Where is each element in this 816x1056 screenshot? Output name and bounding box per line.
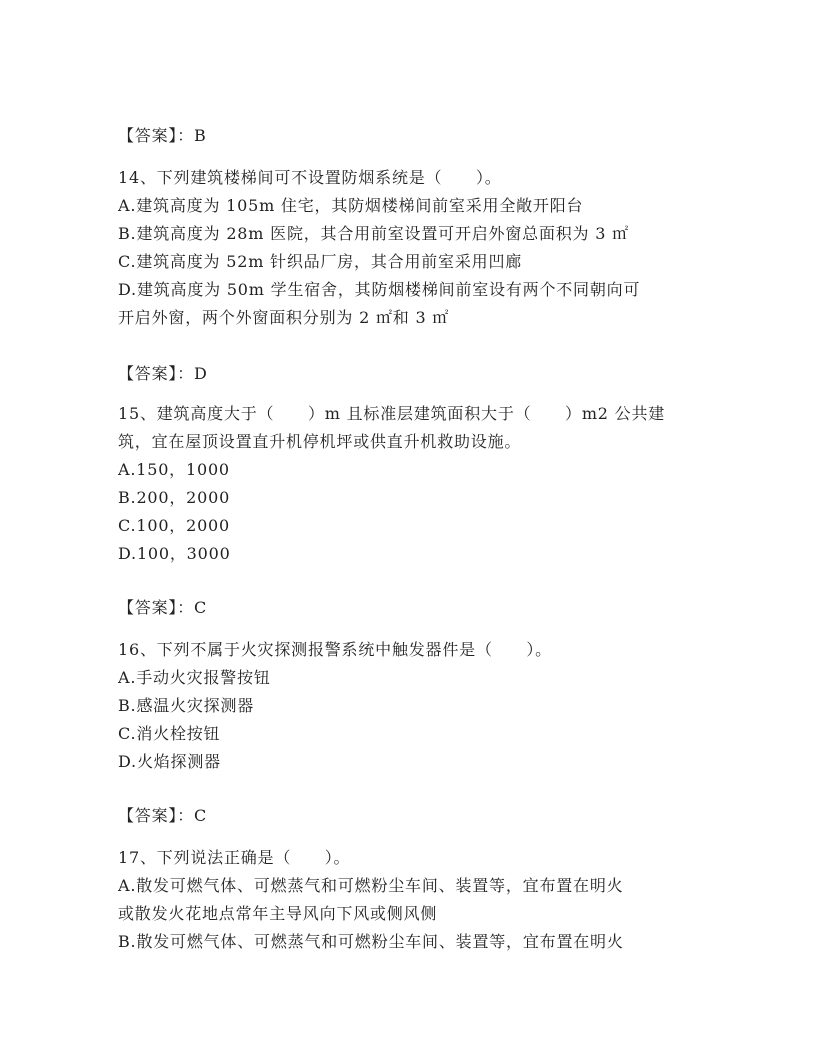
- question-16-stem: 16、下列不属于火灾探测报警系统中触发器件是（ ）。: [118, 640, 552, 659]
- answer-13: 【答案】：B: [118, 126, 207, 145]
- answer-14: 【答案】：D: [118, 364, 208, 383]
- question-15-option-d: D.100，3000: [118, 544, 231, 563]
- question-14: [118, 164, 640, 332]
- question-15-stem-line2: 筑，宜在屋顶设置直升机停机坪或供直升机救助设施。: [118, 432, 522, 451]
- question-17-option-b-line1: B.散发可燃气体、可燃蒸气和可燃粉尘车间、装置等，宜布置在明火: [118, 932, 624, 951]
- question-15-stem-line1: 15、建筑高度大于（ ）m 且标准层建筑面积大于（ ）m2 公共建: [118, 404, 666, 423]
- question-15-option-a: A.150，1000: [118, 460, 230, 479]
- question-15: [118, 400, 665, 568]
- question-15-option-b: B.200，2000: [118, 488, 231, 507]
- question-16-option-b: B.感温火灾探测器: [118, 696, 255, 715]
- question-14-stem: 14、下列建筑楼梯间可不设置防烟系统是（ ）。: [118, 168, 502, 187]
- question-16-option-d: D.火焰探测器: [118, 752, 221, 771]
- question-14-option-c: C.建筑高度为 52m 针织品厂房，其合用前室采用凹廊: [118, 252, 523, 271]
- question-17-option-a-line2: 或散发火花地点常年主导风向下风或侧风侧: [118, 904, 438, 923]
- answer-16: 【答案】：C: [118, 806, 208, 825]
- question-14-option-d-line2: 开启外窗，两个外窗面积分别为 2 ㎡和 3 ㎡: [118, 308, 450, 327]
- question-16: [118, 636, 552, 776]
- question-17-option-a-line1: A.散发可燃气体、可燃蒸气和可燃粉尘车间、装置等，宜布置在明火: [118, 876, 624, 895]
- question-16-option-a: A.手动火灾报警按钮: [118, 668, 271, 687]
- question-17: [118, 844, 624, 956]
- question-14-option-b: B.建筑高度为 28m 医院，其合用前室设置可开启外窗总面积为 3 ㎡: [118, 224, 629, 243]
- question-14-option-d-line1: D.建筑高度为 50m 学生宿舍，其防烟楼梯间前室设有两个不同朝向可: [118, 280, 641, 299]
- question-15-option-c: C.100，2000: [118, 516, 231, 535]
- question-16-option-c: C.消火栓按钮: [118, 724, 221, 743]
- question-17-stem: 17、下列说法正确是（ ）。: [118, 848, 351, 867]
- answer-15: 【答案】：C: [118, 598, 208, 617]
- question-14-option-a: A.建筑高度为 105m 住宅，其防烟楼梯间前室采用全敞开阳台: [118, 196, 584, 215]
